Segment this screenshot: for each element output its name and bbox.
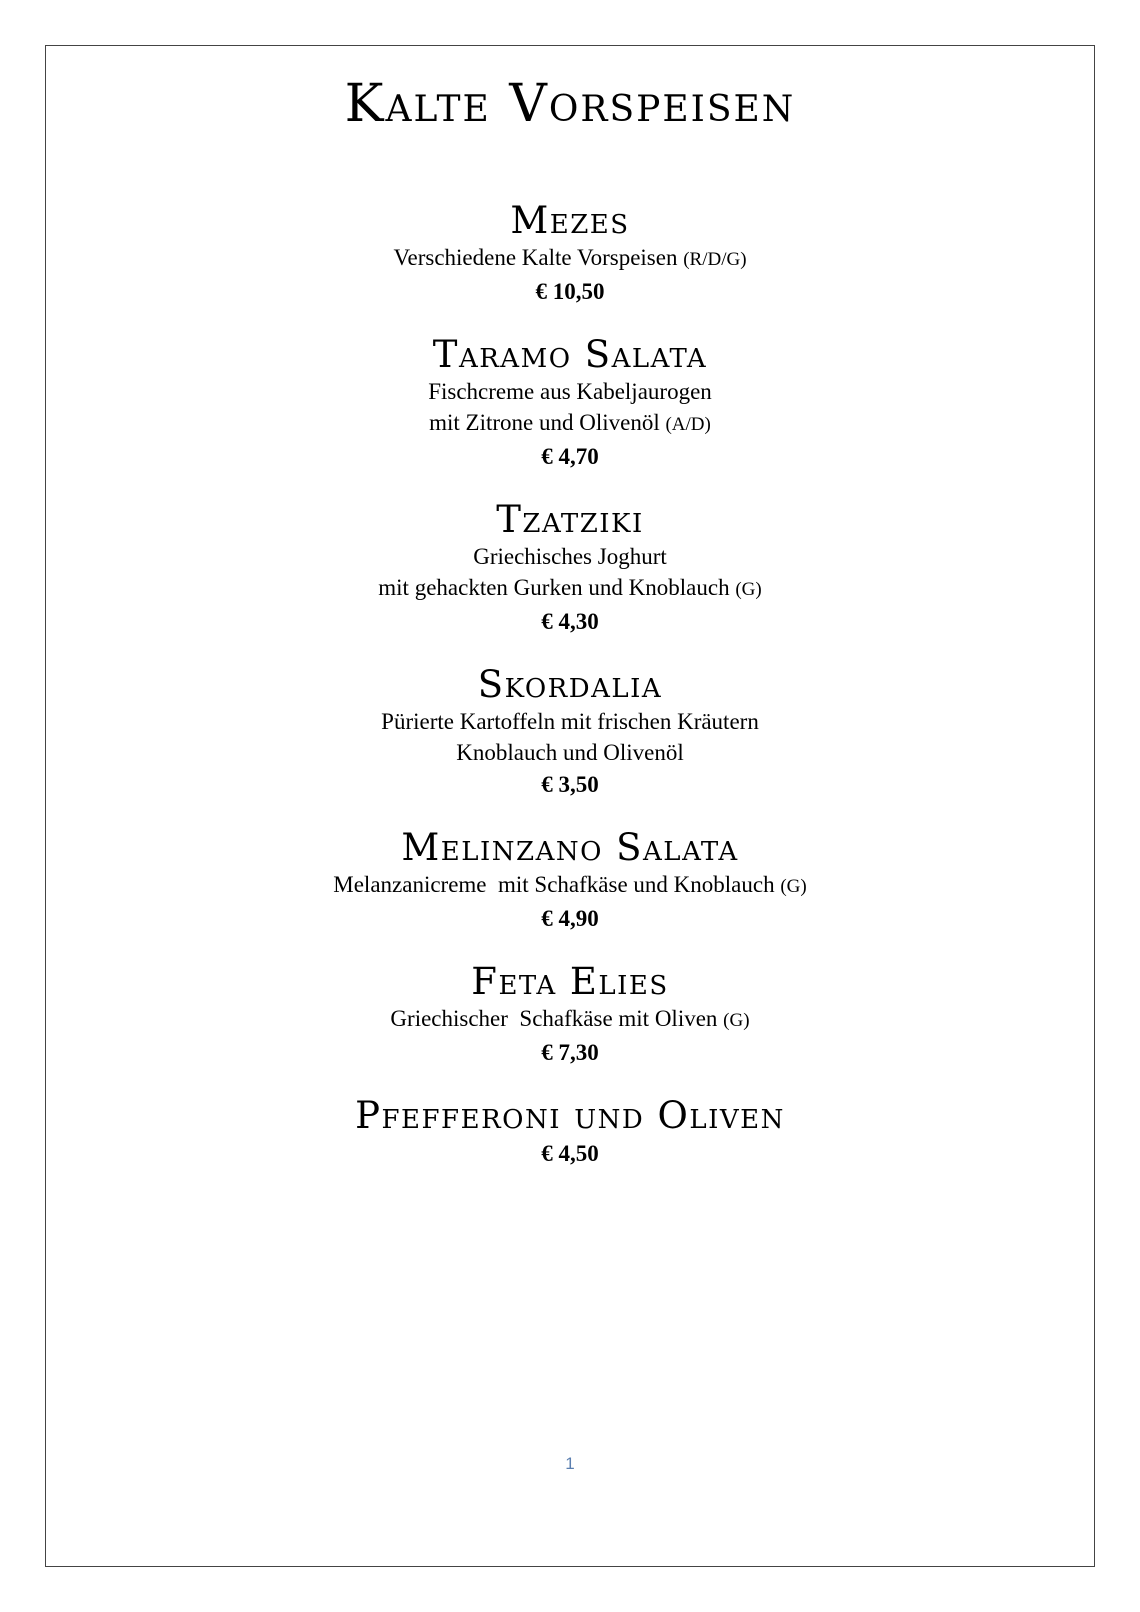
- menu-item-feta-elies: [45, 961, 1095, 1070]
- item-description-line: [45, 1003, 1095, 1036]
- item-name: Pfefferoni und Oliven: [355, 1094, 785, 1137]
- description-text: mit Zitrone und Olivenöl: [429, 410, 660, 435]
- item-description-line: [45, 407, 1095, 440]
- item-price: € 4,30: [541, 609, 599, 634]
- item-description-line: Knoblauch und Olivenöl: [456, 740, 684, 765]
- item-price: € 4,90: [541, 906, 599, 931]
- menu-item-melinzano-salata: [45, 827, 1095, 936]
- menu-item-tzatziki: [45, 499, 1095, 639]
- item-name: Tzatziki: [496, 498, 644, 541]
- description-text: mit gehackten Gurken und Knoblauch: [378, 575, 730, 600]
- item-price: € 4,50: [541, 1141, 599, 1166]
- item-price: € 7,30: [541, 1040, 599, 1065]
- menu-item-mezes: [45, 200, 1095, 309]
- item-description-line: [45, 572, 1095, 605]
- item-description-line: Griechisches Joghurt: [473, 544, 667, 569]
- item-price: € 3,50: [541, 772, 599, 797]
- menu-title: Kalte Vorspeisen: [344, 74, 796, 134]
- description-text: Griechischer Schafkäse mit Oliven: [390, 1006, 718, 1031]
- item-description-line: Pürierte Kartoffeln mit frischen Kräutern: [381, 709, 759, 734]
- allergen-codes: (G): [735, 579, 762, 600]
- item-name: Skordalia: [477, 663, 663, 706]
- page-number: 1: [565, 1454, 575, 1473]
- item-price: € 10,50: [535, 279, 605, 304]
- menu-list: [45, 200, 1095, 1196]
- item-price: € 4,70: [541, 444, 599, 469]
- allergen-codes: (G): [780, 876, 807, 897]
- item-name: Taramo Salata: [432, 333, 708, 376]
- item-name: Mezes: [510, 199, 630, 242]
- item-description-line: [45, 869, 1095, 902]
- menu-item-pfefferoni-und-oliven: [45, 1095, 1095, 1171]
- description-text: Verschiedene Kalte Vorspeisen: [393, 245, 678, 270]
- item-description-line: [45, 242, 1095, 275]
- allergen-codes: (G): [723, 1010, 750, 1031]
- menu-item-skordalia: [45, 664, 1095, 802]
- allergen-codes: (R/D/G): [683, 249, 747, 270]
- allergen-codes: (A/D): [665, 414, 711, 435]
- description-text: Melanzanicreme mit Schafkäse und Knoblauch: [333, 872, 775, 897]
- item-description-line: Fischcreme aus Kabeljaurogen: [428, 379, 712, 404]
- item-name: Melinzano Salata: [401, 826, 739, 869]
- item-name: Feta Elies: [471, 960, 669, 1003]
- menu-item-taramo-salata: [45, 334, 1095, 474]
